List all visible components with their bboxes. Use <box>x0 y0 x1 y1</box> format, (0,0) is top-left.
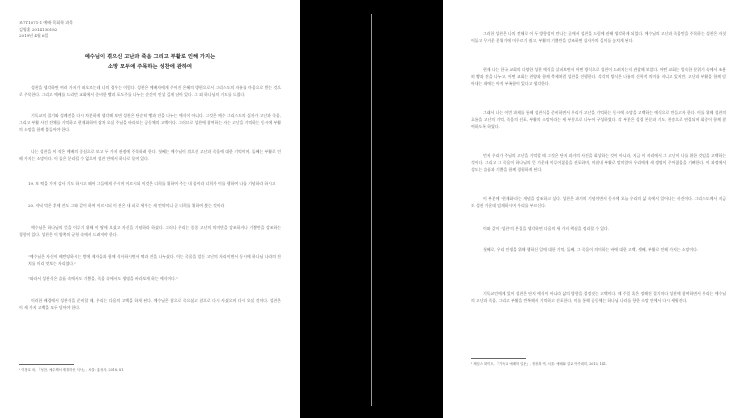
paragraph: 기독교의 절기와 성례전을 다시 차분하게 생각해 보면 성찬은 단순히 빵과 잔을 나누는 예식이 아니다. 그것은 예수 그리스도의 십자가 고난과 죽음, 그리고 부활 사건 전체를 기억하고 현재화하며 장차 오실 주님을 바라보는 공동체의 고백이다. 그러므로 성찬에 참여하는 자는 고난을 기억하는 동시에 부활의 소망을 함께 붙들어야 한다. <box>19 113 281 133</box>
paragraph: 먼저 우리가 주님의 고난을 기억할 때 그것은 단지 과거의 사건을 회상하는 것이 아니라, 지금 이 자리에서 그 고난이 나를 위한 것임을 고백하는 것이다. 그리고 그 죽음이 하나님의 뜻 가운데 이루어졌음을 선포하며, 마침내 부활로 말미암아 우리에게 새 생명이 주어졌음을 기뻐한다. 이 과정에서 성도는 슬픔과 기쁨을 함께 경험하게 된다. <box>471 153 726 173</box>
gutter-line <box>371 14 372 406</box>
block-quote: "예수님은 자신이 배반당하시는 밤에 제자들과 함께 식사하시면서 떡과 잔을 나누셨다. 이는 죽음을 앞둔 고난의 자리이면서 동시에 하나님 나라의 잔치를 미리 맛보는 자리였다." <box>28 254 281 267</box>
title-line-2: 소망 모두에 주목하는 성찬에 관하여 <box>107 64 193 70</box>
document-title <box>0 52 300 72</box>
document-header <box>19 20 73 40</box>
paragraph: 첫째로, 우리 인생을 위해 행하신 일에 대한 기억, 둘째, 그 죽음이 의미하는 바에 대한 고백, 셋째, 부활로 인해 가지는 소망이다. <box>483 247 699 252</box>
footnote: ¹ 이창호 외, 『성찬, 예수께서 제정하신 식사』, 서울: 홍성사, 2018, 81. <box>19 368 125 372</box>
paragraph: 이 부분에 '현재화'라는 개념을 강조하고 싶다. 성찬은 과거의 기념이면서 동시에 오늘 우리의 삶 속에서 일어나는 사건이다. 그리스도께서 지금도 성찬 가운데 임재하시며 우리를 부르신다. <box>471 196 726 209</box>
paragraph: 이와 같이 '성찬'의 본질을 생각하면 다음의 세 가지 핵심을 정리할 수 있다. <box>483 226 609 231</box>
scripture-verse: 20. 저녁 먹은 후에 잔도 그와 같이 하여 이르시되 이 잔은 내 피로 세우는 새 언약이니 곧 너희를 위하여 붓는 것이라 <box>28 203 225 208</box>
paragraph: 성찬을 생각하면 여러 가지가 떠오르는데 나의 경우는 이렇다. 성찬은 예배자에게 주어진 은혜의 방편으로서 그리스도의 자유를 마음으로 받는 것으로 주목한다. 그리고 예배를 드리던 교회에서 준비한 빵과 포도주를 나누는 순간이 인상 깊게 남아 있다. 그 외 하나님의 기도를 드렸다. <box>19 85 281 98</box>
paragraph: 이러한 배경에서 성찬식을 준비할 때, 우리는 다음의 고백을 하게 된다. 예수님은 참으로 죽으셨고 참으로 다시 사셨으며 다시 오실 것이다. 성찬은 이 세 가지 고백을 모두 담아야 한다. <box>19 298 281 311</box>
left-page <box>0 0 300 418</box>
footnote: ² 제임스 화이트, 『기독교 예배학 입문』, 정장복 역, 서울: 예배와 설교 아카데미, 2013, 141. <box>471 362 607 366</box>
date-line: 2019년 4월 6일 <box>19 33 49 39</box>
paragraph: 현재 나는 한국 교회의 다양한 성찬 예식을 살펴보면서 어떤 방식으로 성찬이 드려지는지 관찰해 보았다. 어떤 교회는 엄숙한 분위기 속에서 조용히 빵과 잔을 나누고, 어떤 교회는 찬양과 함께 축제처럼 성찬을 진행한다. 각각의 방식은 나름의 신학적 의미를 지니고 있지만, 고난과 부활을 함께 담아내는 데에는 아직 부족함이 있다고 생각한다. <box>471 67 726 87</box>
title-line-1: 예수님이 겪으신 고난과 죽음 그리고 부활로 인해 가지는 <box>84 54 216 60</box>
author-line: 김영훈 2014130182 <box>19 26 58 32</box>
block-quote: "따라서 성찬식은 슬픔 속에서도 기쁨을, 죽음 속에서도 생명을 바라보게 하는 예식이다." <box>28 276 178 281</box>
paragraph: 나는 성찬을 이 작은 예배의 중심으로 보고 두 가지 관점에 주목하려 한다. 첫째는 예수님이 겪으신 고난과 죽음에 대한 기억이며, 둘째는 부활로 인해 가지는 소망이다. 이 둘은 분리될 수 없으며 성찬 안에서 하나로 묶여 있다. <box>19 149 281 162</box>
paragraph: 그러한 성찬은 나의 견해로 이 두 방향성이 만나는 곳에서 성찬을 드림에 관해 생각하게 되었다. 예수님의 고난과 죽음만을 주목하는 성찬은 자칫 어둡고 무거운 분위기에 머무르기 쉽고, 부활의 기쁨만을 강조하면 십자가의 깊이를 놓치게 된다. <box>471 31 726 44</box>
footnote-rule <box>19 364 74 365</box>
right-page <box>443 0 743 418</box>
scripture-verse: 19. 또 떡을 가져 감사 기도 하시고 떼어 그들에게 주시며 이르시되 이것은 너희를 위하여 주는 내 몸이라 너희가 이를 행하여 나를 기념하라 하시고 <box>28 181 276 186</box>
course-line: 조7T1071-1 예배·목회학 과목 <box>19 20 74 25</box>
paragraph: 그래서 나는 이번 과제를 통해 성찬식을 준비하면서 우리가 고난을 기억하는 동시에 소망을 고백하는 예식으로 만들고자 한다. 이를 위해 성찬의 흐름을 고난의 기억, 죽음의 선포, 부활의 소망이라는 세 부분으로 나누어 구성하였다. 각 부분은 성경 본문과 기도, 찬송으로 연결되며 회중이 함께 참여하도록 하였다. <box>471 110 726 130</box>
footnote-rule <box>471 358 526 359</box>
page-gutter <box>300 0 443 418</box>
paragraph: 기독교인에게 있어 성찬은 단지 예식이 아니라 삶의 방향을 결정짓는 고백이다. 매 주일 혹은 정해진 절기마다 성찬에 참여하면서 우리는 예수님의 고난과 죽음, 그리고 부활을 반복해서 기억하고 선포한다. 이를 통해 공동체는 하나님 나라를 향한 소망 안에서 다시 세워진다. <box>471 291 726 304</box>
paragraph: 예수님은 하나님의 뜻을 이루기 위해 이 땅에 오셨고 자신을 기념하라 하셨다. 그러나 우리는 종종 고난의 의미만을 강조하거나 기쁨만을 강조하는 경향이 있다. 성찬은 이 양쪽의 균형 속에서 드려져야 한다. <box>19 225 281 238</box>
